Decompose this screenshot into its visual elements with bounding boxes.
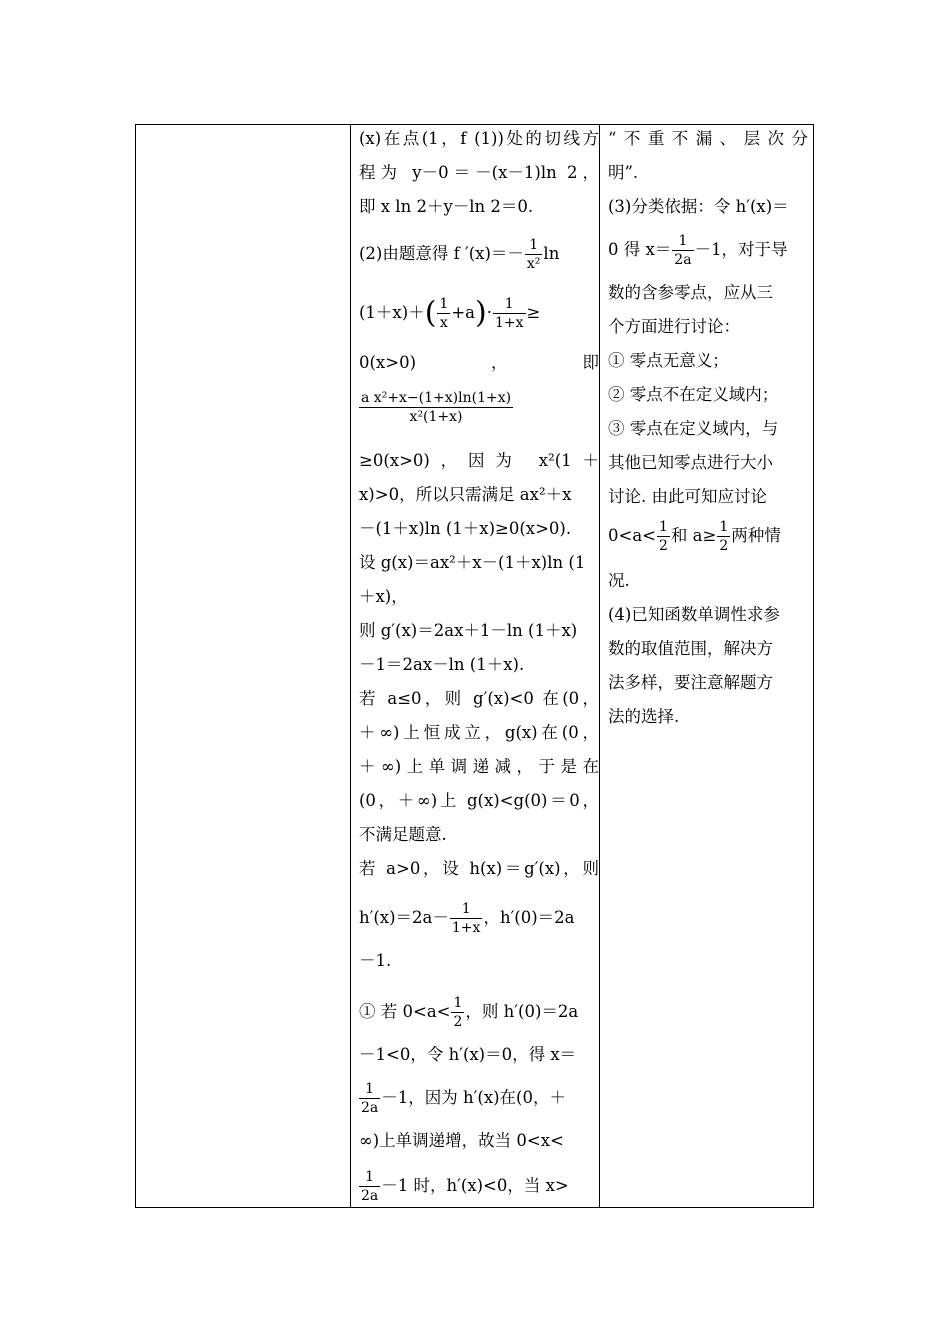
column-divider-1	[350, 125, 351, 1207]
solution-line: $\frac{1}{2a}$ －1 时，h′(x)<0，当 x>	[361, 1169, 569, 1204]
note-line: 其他已知零点进行大小	[608, 453, 773, 472]
note-line: 法的选择.	[608, 707, 680, 726]
solution-line: 0(x>0) ， 即	[359, 353, 599, 372]
solution-line: 即 x ln 2＋y－ln 2＝0.	[359, 197, 534, 216]
note-line: ③ 零点在定义域内，与	[608, 419, 779, 438]
note-line: ① 零点无意义；	[608, 351, 729, 370]
fraction: $\frac{1}{2}$	[659, 519, 668, 554]
solution-line: －1<0，令 h′(x)＝0，得 x＝	[359, 1045, 577, 1064]
note-line: 法多样，要注意解题方	[608, 673, 773, 692]
fraction: $\frac{1}{2}$	[453, 995, 463, 1030]
solution-line: ＋∞)上恒成立，g(x)在(0，	[359, 723, 599, 742]
solution-line: 若 a≤0，则 g′(x)<0 在(0，	[359, 689, 599, 708]
solution-line: －1.	[359, 951, 392, 970]
column-divider-2	[599, 125, 600, 1207]
solution-line: (1＋x)＋( $\frac{1}{x}$ +a)· $\frac{1}{1+x}$ ≥	[359, 295, 541, 331]
note-line: ② 零点不在定义域内；	[608, 385, 779, 404]
fraction: $\frac{1}{2}$	[719, 519, 729, 554]
note-line: 况.	[608, 571, 630, 590]
solution-line: －(1＋x)ln (1＋x)≥0(x>0).	[359, 519, 572, 538]
note-line: “不重不漏、层次分	[608, 129, 808, 148]
note-line: 个方面进行讨论：	[608, 317, 740, 336]
fraction: $\frac{1}{2a}$	[361, 1081, 379, 1116]
solution-line: $\frac{1}{2a}$ －1，因为 h′(x)在(0，＋	[361, 1081, 566, 1116]
note-line: 明”.	[608, 163, 639, 182]
solution-line: (0，＋∞)上 g(x)<g(0)＝0，	[359, 791, 599, 810]
solution-line: (x)在点(1，f (1))处的切线方	[359, 129, 599, 148]
fraction: $\frac{1}{x}$	[439, 296, 449, 331]
solution-line: 若 a>0，设 h(x)＝g′(x)，则	[359, 859, 599, 878]
solution-line: ∞)上单调递增，故当 0<x<	[359, 1131, 564, 1150]
fraction: $\frac{1}{1+x}$	[451, 901, 481, 936]
note-line: (4)已知函数单调性求参	[608, 605, 780, 624]
solution-line: 设 g(x)＝ax²＋x－(1＋x)ln (1	[359, 553, 586, 572]
solution-line: 不满足题意.	[359, 825, 447, 844]
fraction: $\frac{1}{1+x}$	[494, 296, 524, 331]
solution-line: (2)由题意得 f ′(x)＝－ $\frac{1}{\text{x²}}$ ln	[359, 237, 560, 272]
fraction: $\frac{\text{a x²+x−(1+x)ln(1+x)}}{\text{x²(1+x)}}$	[361, 390, 512, 425]
fraction: $\frac{1}{\text{x²}}$	[526, 237, 541, 272]
solution-column	[359, 125, 599, 1207]
notes-column	[608, 125, 808, 1207]
solution-line: ≥0(x>0)，因为 x²(1＋	[359, 451, 599, 470]
note-line: 讨论. 由此可知应讨论	[608, 487, 767, 506]
note-line: (3)分类依据：令 h′(x)＝	[608, 197, 789, 216]
fraction: $\frac{1}{2a}$	[674, 233, 692, 268]
solution-line: h′(x)＝2a－ $\frac{1}{1+x}$ ，h′(0)＝2a	[359, 901, 575, 936]
solution-line: 则 g′(x)＝2ax＋1－ln (1＋x)	[359, 621, 578, 640]
note-line: 0<a< $\frac{1}{2}$ 和 a≥ $\frac{1}{2}$ 两种情	[608, 519, 781, 554]
solution-line: ① 若 0<a< $\frac{1}{2}$ ，则 h′(0)＝2a	[359, 995, 579, 1030]
solution-line: x)>0，所以只需满足 ax²＋x	[359, 485, 572, 504]
solution-table	[135, 124, 814, 1208]
note-line: 0 得 x＝ $\frac{1}{2a}$ －1，对于导	[608, 233, 788, 268]
solution-line: ＋x)，	[359, 587, 408, 606]
solution-line: ＋∞)上单调递减，于是在	[359, 757, 599, 776]
note-line: 数的取值范围，解决方	[608, 639, 773, 658]
note-line: 数的含参零点，应从三	[608, 283, 773, 302]
fraction: $\frac{1}{2a}$	[361, 1169, 379, 1204]
solution-line	[359, 381, 599, 433]
solution-line: －1＝2ax－ln (1＋x).	[359, 655, 525, 674]
solution-line: 程为 y－0＝－(x－1)ln 2，	[359, 163, 599, 182]
